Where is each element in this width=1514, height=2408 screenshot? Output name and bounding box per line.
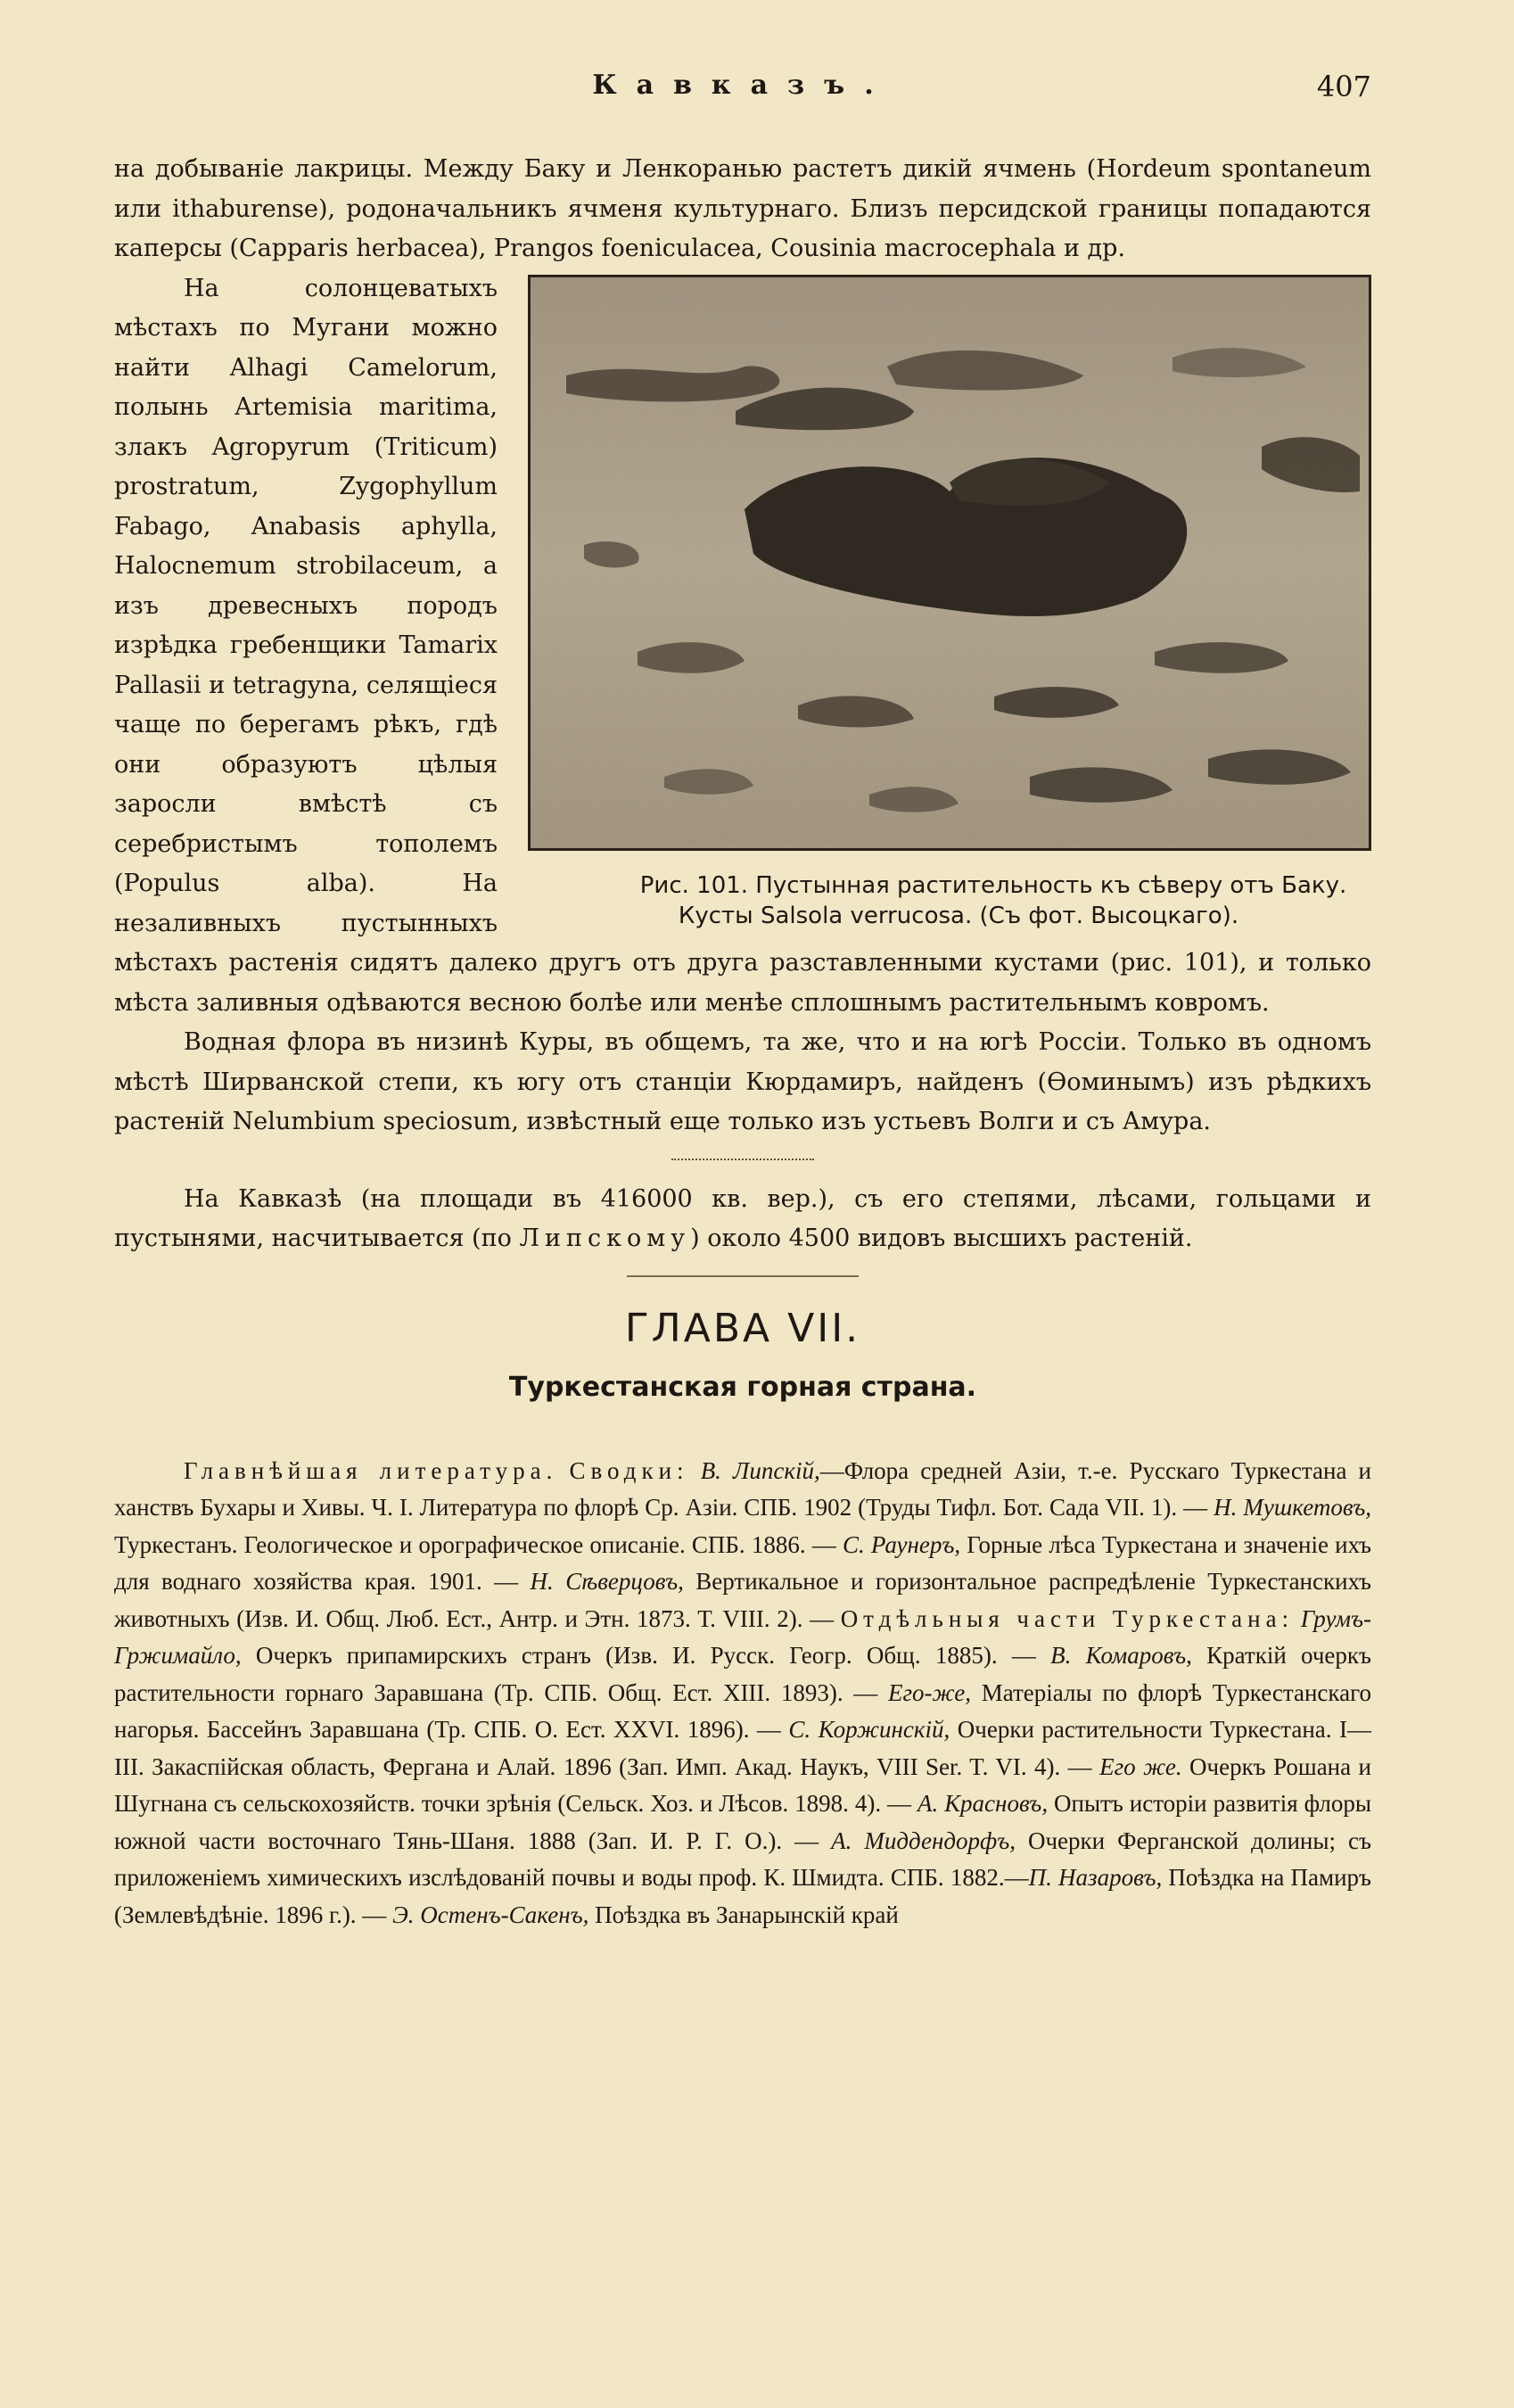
lit-text: Очеркъ Рошана и Шугнана съ сельскохозяйств. точки зрѣнія (Сельск. Хоз. и Лѣсов. 1898. 4). — <box>114 1752 1371 1817</box>
lit-author: Н. Сѣверцовъ, <box>530 1568 684 1595</box>
page-header <box>114 70 1371 116</box>
lit-space <box>557 1457 569 1484</box>
lit-section-label: Отдѣльныя части Туркестана: <box>840 1604 1295 1632</box>
lit-text: Очеркъ припамирскихъ странъ (Изв. И. Русск. Геогр. Общ. 1885). — <box>241 1642 1051 1669</box>
lit-text: Краткій очеркъ растительности горнаго Заравшана (Тр. СПБ. Общ. Ест. XIII. 1893). — <box>114 1642 1371 1706</box>
main-text <box>114 150 1371 1934</box>
paragraph-barley: на добываніе лакрицы. Между Баку и Ленкоранью растетъ дикій ячмень (Hordeum spontaneum или ithaburense), родоначальникъ ячменя культурнаго. Близъ персидской границы попадаются каперсы (Capparis herbacea), Prangos foeniculacea, Cousinia macrocephala и др. <box>114 155 1371 262</box>
caption-line-1: Рис. 101. Пустынная растительность къ сѣверу отъ Баку. <box>639 871 1347 899</box>
lit-author: П. Назаровъ, <box>1028 1864 1163 1891</box>
lit-author: Н. Мушкетовъ, <box>1214 1494 1371 1521</box>
lit-author: С. Коржинскій, <box>788 1716 950 1743</box>
summary-after: ) около 4500 видовъ высшихъ растеній. <box>690 1225 1193 1252</box>
lit-author: А. Красновъ, <box>917 1790 1049 1817</box>
lit-text: Поѣздка на Памиръ (Землевѣдѣніе. 1896 г.). — <box>114 1864 1371 1928</box>
lit-space <box>689 1457 701 1484</box>
paragraph-summary <box>114 1180 1371 1259</box>
summary-author: Липскому <box>519 1225 691 1252</box>
lit-author: А. Миддендорфъ, <box>831 1827 1016 1854</box>
lit-summaries-label: Сводки: <box>569 1456 689 1484</box>
figure-caption <box>528 870 1389 931</box>
lit-author: Э. Остенъ-Сакенъ, <box>392 1901 589 1928</box>
lit-text: Туркестанъ. Геологическое и орографическое описаніе. СПБ. 1886. — <box>114 1530 843 1558</box>
caption-line-2: Кусты Salsola verrucosa. (Съ фот. Высоцкаго). <box>678 902 1239 929</box>
lit-text: Очерки растительности Туркестана. I—III. Закаспійская область, Фергана и Алай. 1896 (Зап. Имп. Акад. Наукъ, VIII Ser. T. VI. 4). — <box>114 1716 1372 1780</box>
paragraph-water-flora: Водная флора въ низинѣ Куры, въ общемъ, та же, что и на югѣ Россіи. Только въ одномъ мѣстѣ Ширванской степи, къ югу отъ станціи Кюрдамиръ, найденъ (Ѳоминымъ) изъ рѣдкихъ растеній Nelumbium speciosum, извѣстный еще только изъ устьевъ Волги и съ Амура. <box>114 1028 1371 1135</box>
paragraph-mugan <box>114 269 1371 1024</box>
lit-text: Поѣздка въ Занарынскій край <box>588 1901 899 1928</box>
lit-author: С. Раунеръ, <box>842 1530 961 1558</box>
chapter-title: ГЛАВА VII. <box>624 1305 861 1351</box>
lit-text: Горные лѣса Туркестана и значеніе ихъ для воднаго хозяйства края. 1901. — <box>114 1530 1371 1595</box>
chapter-subtitle: Туркестанская горная страна. <box>508 1372 977 1403</box>
lit-space <box>1294 1605 1301 1632</box>
page-number: 407 <box>1316 70 1371 103</box>
lit-text: Вертикальное и горизонтальное распредѣленіе Туркестанскихъ животныхъ (Изв. И. Общ. Люб. Ест., Антр. и Этн. 1873. Т. VIII. 2). — <box>114 1568 1371 1632</box>
lit-author: Его же. <box>1099 1752 1182 1780</box>
desert-vegetation-photo <box>528 275 1371 851</box>
lit-text: Матеріалы по флорѣ Туркестанскаго нагорья. Бассейнъ Заравшана (Тр. СПБ. О. Ест. XXVI. 1896). — <box>114 1678 1371 1743</box>
lit-text: Очерки Ферганской долины; съ приложеніемъ химическихъ изслѣдованій почвы и воды проф. К. Шмидта. СПБ. 1882.— <box>114 1827 1371 1891</box>
lit-author: В. Липскій, <box>700 1456 820 1484</box>
figure-101 <box>528 275 1389 931</box>
running-head: Кавказъ. <box>592 70 893 101</box>
lit-author: Грумъ-Гржимайло, <box>114 1604 1371 1669</box>
lit-author: В. Комаровъ, <box>1050 1642 1192 1669</box>
chapter-divider <box>627 1275 859 1277</box>
lit-heading: Главнѣйшая литература. <box>184 1456 558 1484</box>
paragraph-mugan-text: На солонцеватыхъ мѣстахъ по Мугани можно найти Alhagi Camelorum, полынь Artemisia maritima, злакъ Agropyrum (Triticum) prostratum, Zygophyllum Fabago, Anabasis aphylla, Halocnemum strobilaceum, а изъ древесныхъ породъ изрѣдка гребенщики Tamarix Pallasii и tetragyna, селящіеся чаще по берегамъ рѣкъ, гдѣ они образуютъ цѣлыя заросли вмѣстѣ съ серебристымъ тополемъ (Populus alba). На незаливныхъ пустынныхъ мѣстахъ растенія сидятъ далеко другъ отъ друга разставленными кустами (рис. 101), и только мѣста заливныя одѣваются весною болѣе или менѣе сплошнымъ растительнымъ ковромъ. <box>114 274 1371 1017</box>
section-divider <box>671 1159 814 1160</box>
lit-text: —Флора средней Азіи, т.-е. Русскаго Туркестана и ханствъ Бухары и Хивы. Ч. I. Литература по флорѣ Ср. Азіи. СПБ. 1902 (Труды Тифл. Бот. Сада VII. 1). — <box>114 1456 1371 1521</box>
lit-author: Его-же, <box>888 1678 972 1706</box>
lit-text: Опытъ исторіи развитія флоры южной части восточнаго Тянь-Шаня. 1888 (Зап. И. Р. Г. О.). — <box>114 1790 1372 1854</box>
summary-before: На Кавказѣ (на площади въ 416000 кв. вер.), съ его степями, лѣсами, гольцами и пустынями, насчитывается (по <box>114 1184 1371 1252</box>
literature-list <box>114 1453 1371 1934</box>
